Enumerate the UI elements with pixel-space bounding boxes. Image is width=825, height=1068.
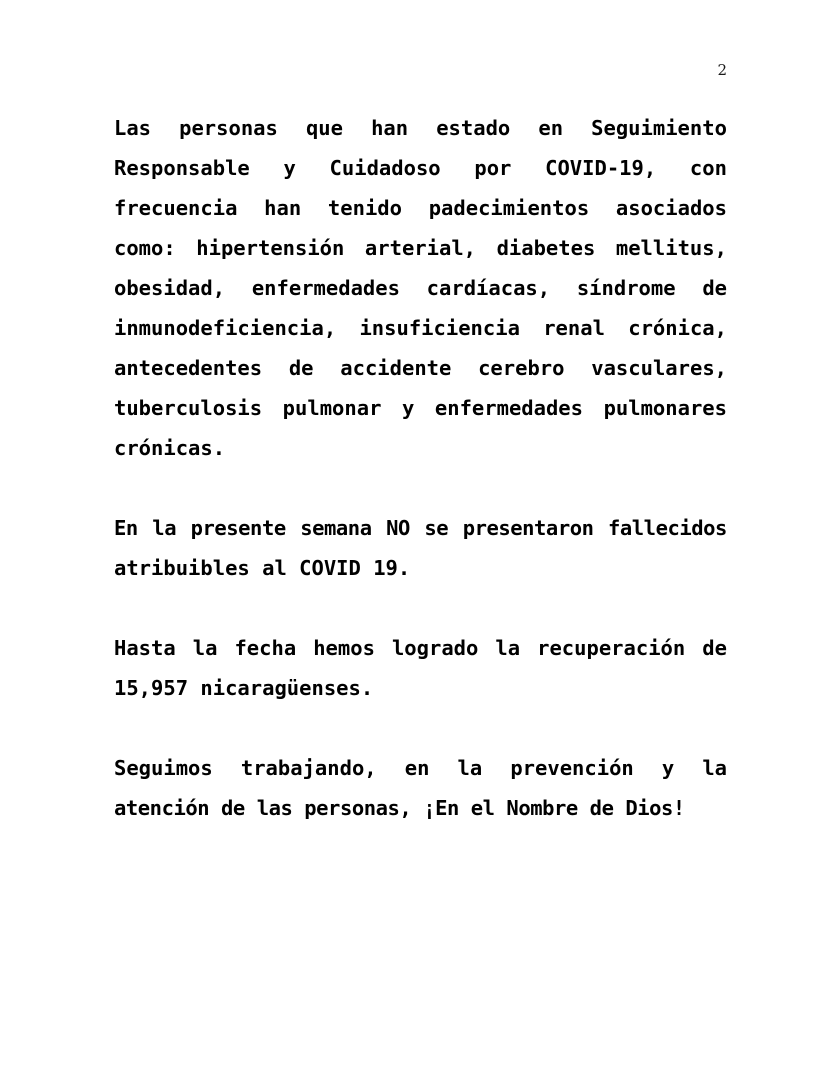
word: padecimientos: [428, 196, 590, 220]
word: mellitus,: [615, 236, 727, 260]
text-line: crónicas.: [114, 436, 226, 460]
word: Seguimiento: [591, 116, 727, 140]
word: Cuidadoso: [329, 156, 441, 180]
page-number: 2: [717, 61, 727, 79]
word: vasculares,: [591, 356, 727, 380]
text-line: atención de las personas, ¡En el Nombre de Dios!: [114, 796, 685, 820]
text-line: [114, 108, 727, 148]
word: con: [689, 156, 727, 180]
word: En: [114, 516, 138, 540]
word: pulmonares: [603, 396, 727, 420]
word: 19.: [373, 556, 411, 580]
word: que: [305, 116, 343, 140]
text-line: [114, 268, 727, 308]
word: la: [457, 756, 483, 780]
word: arterial,: [364, 236, 477, 260]
word: la: [192, 636, 218, 660]
text-line: [114, 748, 727, 788]
word: frecuencia: [114, 196, 238, 220]
word: crónica,: [628, 316, 727, 340]
word: COVID: [299, 556, 361, 580]
text-line: [114, 188, 727, 228]
word: tuberculosis: [114, 396, 263, 420]
word: cerebro: [478, 356, 565, 380]
word: logrado: [391, 636, 479, 660]
word: NO: [386, 516, 410, 540]
word: Responsable: [114, 156, 250, 180]
word: han: [371, 116, 409, 140]
word: insuficiencia: [359, 316, 520, 340]
paragraph-cierre: [114, 748, 727, 828]
text-line: [114, 228, 727, 268]
paragraph-fallecidos: [114, 508, 727, 588]
word: de: [702, 636, 727, 660]
text-line: [114, 508, 727, 548]
text-line: [114, 308, 727, 348]
word: como:: [114, 236, 176, 260]
word: en: [404, 756, 430, 780]
word: cardíacas,: [426, 276, 551, 300]
word: por: [474, 156, 512, 180]
word: personas: [179, 116, 278, 140]
word: Hasta: [114, 636, 176, 660]
word: asociados: [615, 196, 727, 220]
word: la: [495, 636, 521, 660]
word: pulmonar: [282, 396, 382, 420]
word: de: [288, 356, 314, 380]
word: al: [262, 556, 287, 580]
word: diabetes: [496, 236, 596, 260]
word: de: [702, 276, 727, 300]
text-line: [114, 548, 727, 588]
word: presente: [190, 516, 286, 540]
word: COVID-19,: [545, 156, 657, 180]
word: síndrome: [576, 276, 676, 300]
recovered-count-line: 15,957 nicaragüenses.: [114, 676, 374, 700]
text-line: [114, 348, 727, 388]
text-line: [114, 628, 727, 668]
word: Las: [114, 116, 152, 140]
text-line: [114, 148, 727, 188]
word: en: [538, 116, 564, 140]
paragraph-condiciones: [114, 108, 727, 468]
word: presentaron: [462, 516, 594, 540]
word: renal: [543, 316, 605, 340]
word: atribuibles: [114, 556, 250, 580]
word: fecha: [234, 636, 297, 660]
word: y: [283, 156, 296, 180]
word: y: [401, 396, 415, 420]
word: tenido: [327, 196, 402, 220]
word: hipertensión: [196, 236, 345, 260]
word: antecedentes: [114, 356, 263, 380]
word: se: [424, 516, 449, 540]
word: semana: [300, 516, 372, 540]
word: hemos: [313, 636, 375, 660]
word: Seguimos: [114, 756, 213, 780]
word: han: [264, 196, 302, 220]
word: prevención: [510, 756, 634, 780]
word: la: [152, 516, 177, 540]
word: y: [661, 756, 675, 780]
word: accidente: [340, 356, 452, 380]
word: enfermedades: [434, 396, 583, 420]
word: enfermedades: [251, 276, 400, 300]
word: obesidad,: [114, 276, 226, 300]
word: inmunodeficiencia,: [114, 316, 337, 340]
word: estado: [436, 116, 511, 140]
word: trabajando,: [240, 756, 377, 780]
word: recuperación: [537, 636, 686, 660]
text-line: [114, 388, 727, 428]
word: la: [702, 756, 727, 780]
document-body: [114, 108, 727, 828]
word: fallecidos: [608, 516, 727, 540]
paragraph-recuperados: [114, 628, 727, 708]
